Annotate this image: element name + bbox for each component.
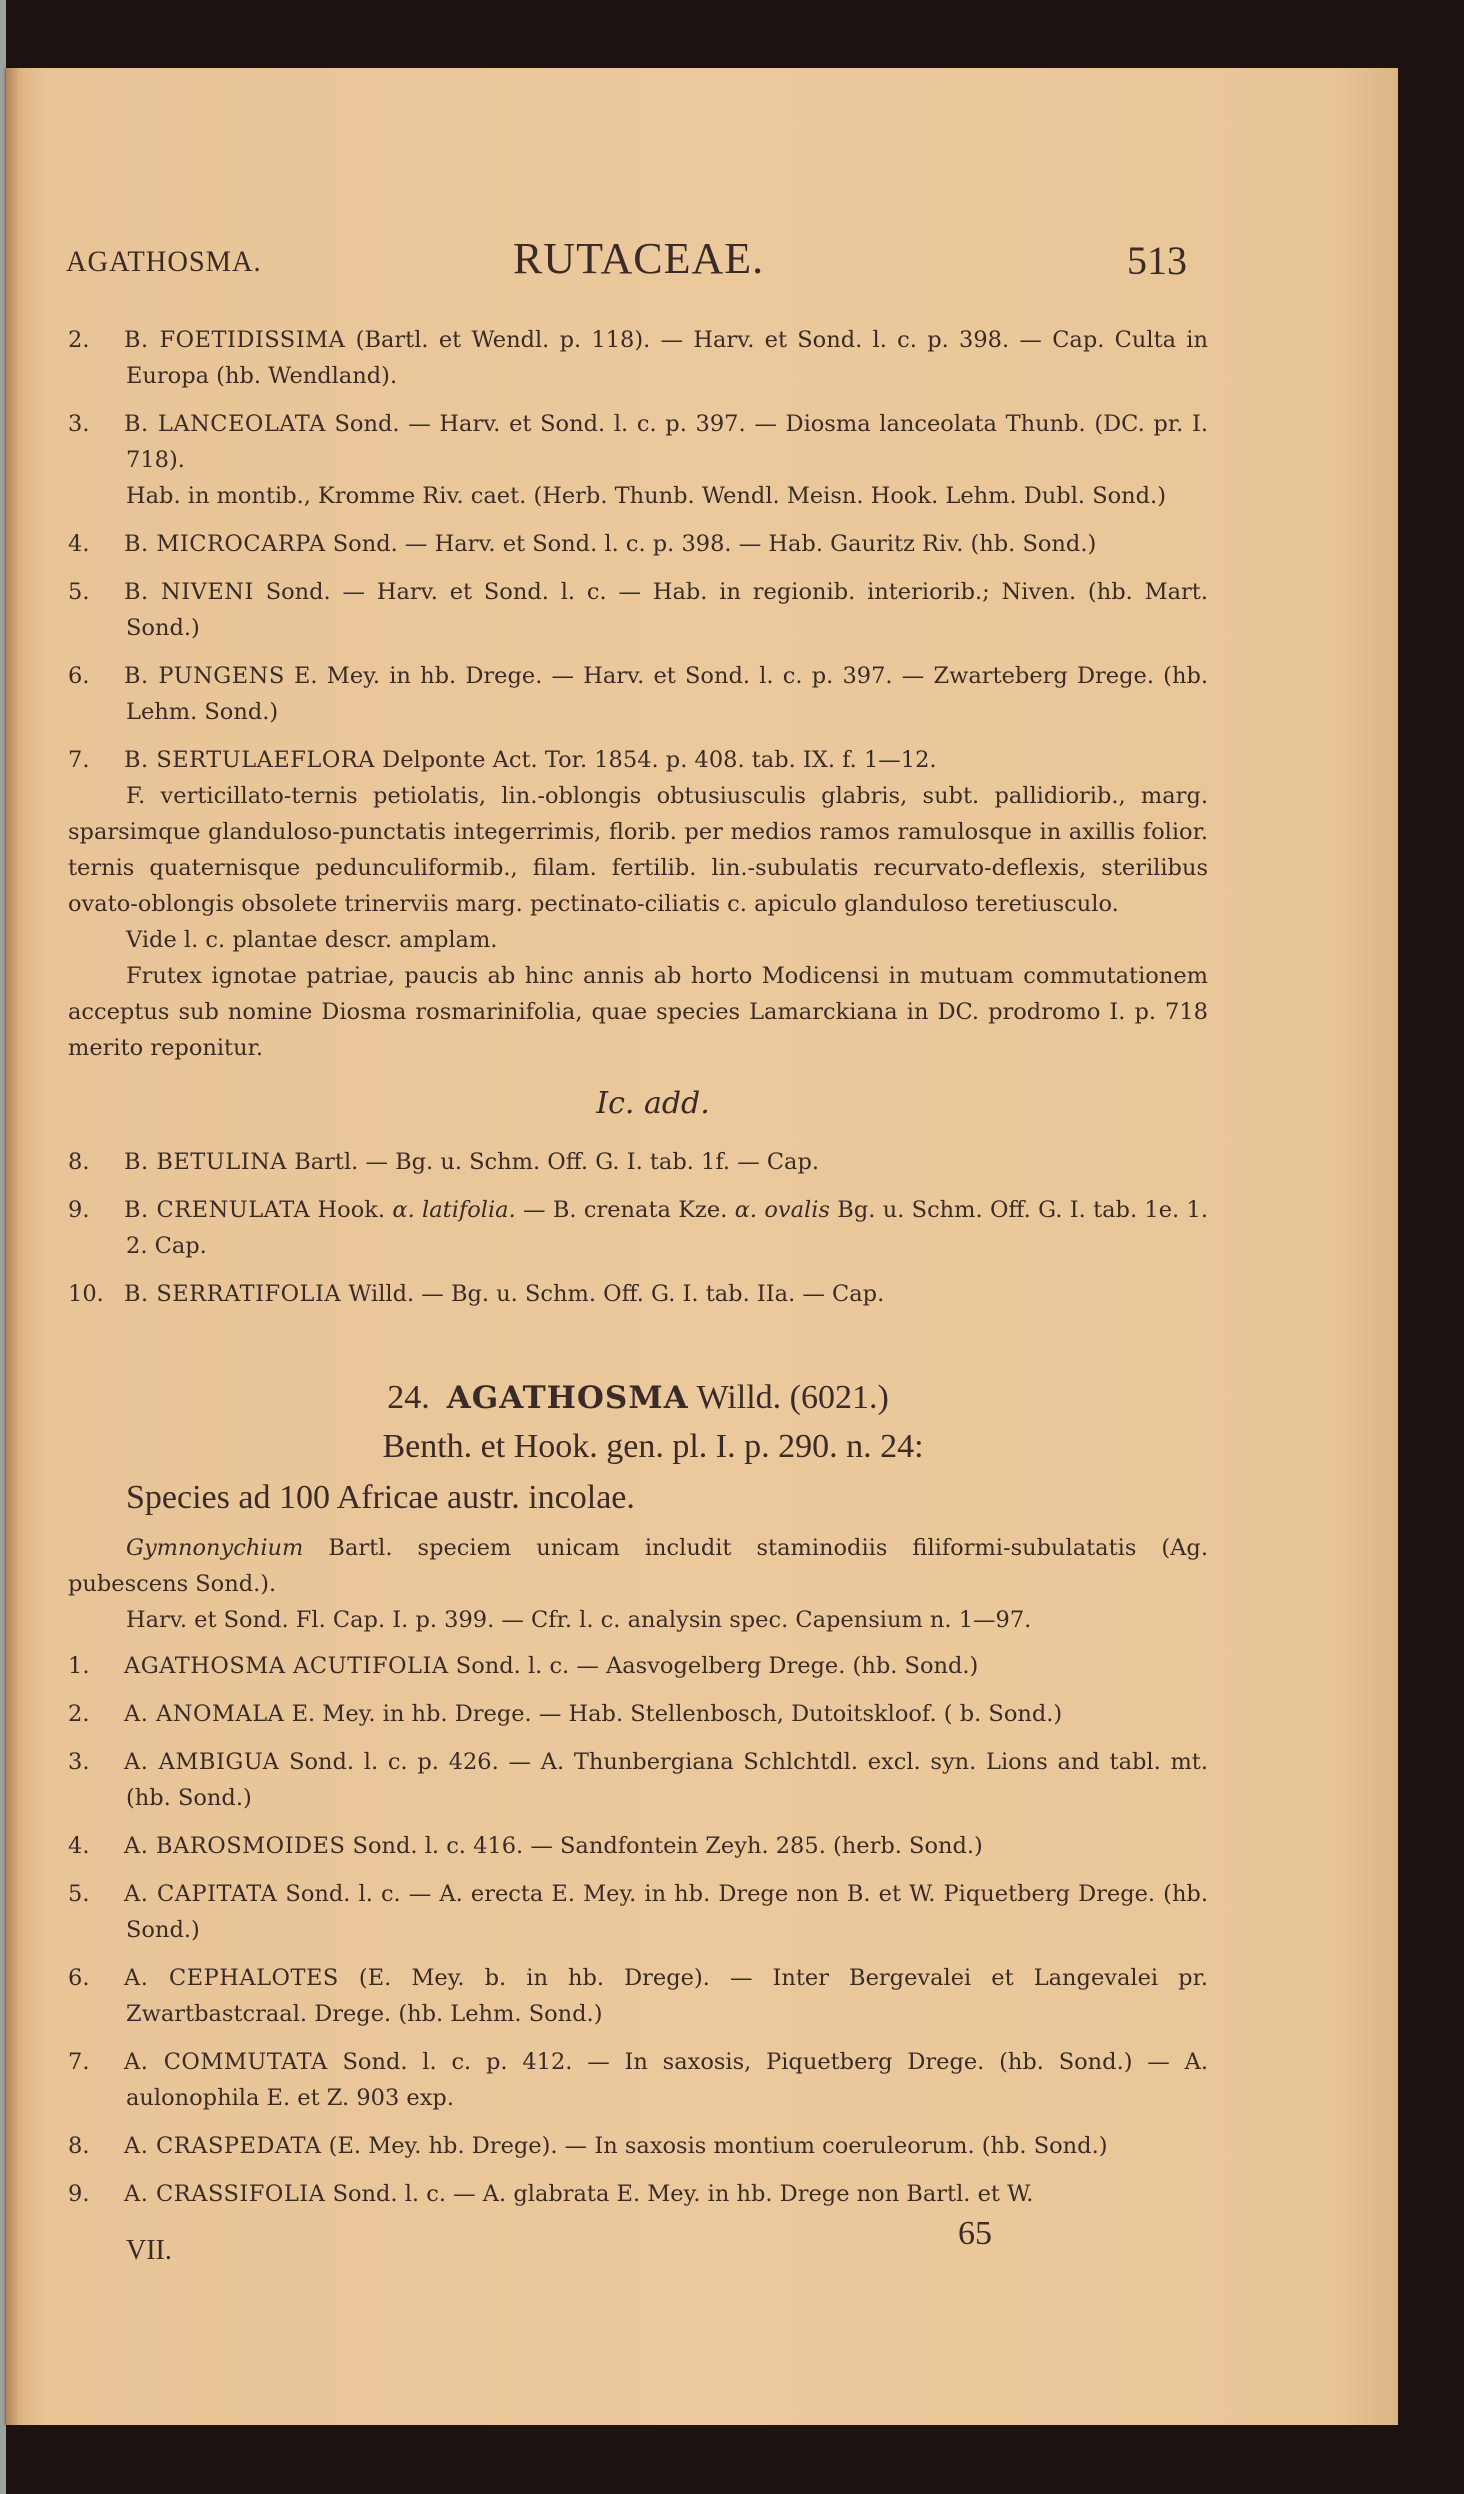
species-entry	[68, 2044, 1208, 2116]
species-entry	[68, 1192, 1208, 1264]
species-entry	[68, 2128, 1208, 2164]
description-paragraph: F. verticillato-ternis petiolatis, lin.-oblongis obtusiusculis glabris, subt. pallidiorib., marg. sparsimque glanduloso-punctatis integerrimis, florib. per medios ramos ramulosque in axillis folior. ternis quaternisque pedunculiformib., filam. fertilib. lin.-subulatis recurvato-deflexis, sterilibus ovato-oblongis obsolete trinerviis marg. pectinato-ciliatis c. apiculo glanduloso teretiusculo.	[68, 783, 1208, 917]
species-name: B. LANCEOLATA	[124, 411, 326, 437]
entry-text: — B. crenata Kze.	[515, 1197, 735, 1223]
entry-text: Bg. u. Schm. Off. G. I. tab. 1e. 1. 2. Cap.	[126, 1197, 1208, 1259]
species-entry	[68, 406, 1208, 478]
entry-number: 4.	[68, 531, 90, 557]
synonym-text: Bartl. speciem unicam includit staminodiis filiformi-subulatatis (Ag. pubescens Sond.).	[68, 1535, 1208, 1597]
entry-number: 5.	[68, 1881, 90, 1907]
genus-name: AGATHOSMA	[446, 1380, 689, 1416]
species-entry	[68, 1696, 1208, 1732]
genus-number: 24.	[387, 1379, 430, 1416]
entry-number: 2.	[68, 1701, 90, 1727]
entry-number: 9.	[68, 1197, 90, 1223]
entry-text: Sond. l. c. — A. glabrata E. Mey. in hb. Drege non Bartl. et W.	[325, 2181, 1034, 2207]
entry-number: 7.	[68, 2049, 90, 2075]
entry-text: Delponte Act. Tor. 1854. p. 408. tab. IX. f. 1—12.	[375, 747, 937, 773]
entry-number: 3.	[68, 411, 90, 437]
entry-text: Sond. l. c. — Aasvogelberg Drege. (hb. Sond.)	[448, 1653, 979, 1679]
sheet-number: 65	[958, 2215, 992, 2252]
variety-name: α. latifolia.	[392, 1197, 516, 1223]
entry-text: (E. Mey. hb. Drege). — In saxosis montium coeruleorum. (hb. Sond.)	[321, 2133, 1108, 2159]
species-name: B. CRENULATA	[124, 1197, 311, 1223]
species-entry	[68, 1828, 1208, 1864]
species-entry	[68, 742, 1208, 778]
species-name: B. MICROCARPA	[124, 531, 326, 557]
genus-species-count: Species ad 100 Africae austr. incolae.	[126, 1479, 635, 1516]
species-name: B. FOETIDISSIMA	[124, 327, 346, 353]
species-name: A. ANOMALA	[124, 1701, 285, 1727]
entry-text: Bartl. — Bg. u. Schm. Off. G. I. tab. 1f. — Cap.	[287, 1149, 820, 1175]
synonym-paragraph	[68, 1530, 1208, 1602]
species-name: B. NIVENI	[124, 579, 254, 605]
entry-text: Sond. — Harv. et Sond. l. c. p. 397. — Diosma lanceolata Thunb. (DC. pr. I. 718).	[126, 411, 1208, 473]
entry-number: 4.	[68, 1833, 90, 1859]
species-name: A. CRASPEDATA	[124, 2133, 322, 2159]
entry-text: (Bartl. et Wendl. p. 118). — Harv. et Sond. l. c. p. 398. — Cap. Culta in Europa (hb. Wendland).	[126, 327, 1208, 389]
entry-text: Sond. l. c. — A. erecta E. Mey. in hb. Drege non B. et W. Piquetberg Drege. (hb. Sond.)	[126, 1881, 1208, 1943]
entry-number: 2.	[68, 327, 90, 353]
entry-number: 3.	[68, 1749, 90, 1775]
entry-number: 9.	[68, 2181, 90, 2207]
page-gutter	[6, 68, 18, 2425]
entry-number: 7.	[68, 747, 90, 773]
entry-text: Hook.	[310, 1197, 393, 1223]
variety-name: α. ovalis	[734, 1197, 830, 1223]
running-head-left: AGATHOSMA.	[66, 245, 262, 278]
entry-text: E. Mey. in hb. Drege. — Harv. et Sond. l. c. p. 397. — Zwarteberg Drege. (hb. Lehm. Sond.)	[126, 663, 1209, 725]
flora-reference: Harv. et Sond. Fl. Cap. I. p. 399. — Cfr. l. c. analysin spec. Capensium n. 1—97.	[126, 1607, 1032, 1633]
entry-number: 6.	[68, 663, 90, 689]
species-entry	[68, 1276, 1208, 1312]
reference-paragraph: Vide l. c. plantae descr. amplam.	[126, 927, 498, 953]
species-name: A. CEPHALOTES	[124, 1965, 339, 1991]
species-entry	[68, 2176, 1208, 2212]
entry-text: Sond. l. c. p. 412. — In saxosis, Piquetberg Drege. (hb. Sond.) — A. aulonophila E. et Z. 903 exp.	[126, 2049, 1208, 2111]
species-name: A. AMBIGUA	[124, 1749, 280, 1775]
signature-mark: VII.	[126, 2235, 172, 2266]
synonym-genus: Gymnonychium	[126, 1535, 304, 1561]
entry-text: (E. Mey. b. in hb. Drege). — Inter Bergevalei et Langevalei pr. Zwartbastcraal. Drege. (hb. Lehm. Sond.)	[126, 1965, 1209, 2027]
species-entry	[68, 1876, 1208, 1948]
species-name: B. BETULINA	[124, 1149, 288, 1175]
entry-text: Sond. — Harv. et Sond. l. c. p. 398. — Hab. Gauritz Riv. (hb. Sond.)	[325, 531, 1097, 557]
species-name: AGATHOSMA ACUTIFOLIA	[124, 1653, 449, 1679]
species-entry	[68, 1960, 1208, 2032]
species-entry	[68, 1648, 1208, 1684]
running-head-family: RUTACEAE.	[513, 234, 765, 283]
page-body	[68, 322, 1208, 2224]
species-name: A. COMMUTATA	[124, 2049, 328, 2075]
entry-number: 5.	[68, 579, 90, 605]
species-entry	[68, 1144, 1208, 1180]
entry-number: 8.	[68, 2133, 90, 2159]
species-name: A. CRASSIFOLIA	[124, 2181, 326, 2207]
species-entry	[68, 658, 1208, 730]
species-name: B. SERRATIFOLIA	[124, 1281, 342, 1307]
species-entry	[68, 574, 1208, 646]
page-number: 513	[1127, 238, 1187, 283]
species-name: B. PUNGENS	[124, 663, 285, 689]
habitat-paragraph: Hab. in montib., Kromme Riv. caet. (Herb. Thunb. Wendl. Meisn. Hook. Lehm. Dubl. Sond.)	[126, 483, 1166, 509]
entry-text: Sond. — Harv. et Sond. l. c. — Hab. in regionib. interiorib.; Niven. (hb. Mart. Sond.)	[126, 579, 1208, 641]
species-entry	[68, 322, 1208, 394]
genus-heading	[68, 1374, 1208, 1422]
entry-text: Willd. — Bg. u. Schm. Off. G. I. tab. IIa. — Cap.	[341, 1281, 885, 1307]
species-name: A. BAROSMOIDES	[124, 1833, 346, 1859]
entry-text: Sond. l. c. 416. — Sandfontein Zeyh. 285. (herb. Sond.)	[345, 1833, 983, 1859]
species-entry	[68, 526, 1208, 562]
genus-author: Willd. (6021.)	[696, 1379, 889, 1416]
species-name: A. CAPITATA	[124, 1881, 278, 1907]
entry-number: 10.	[68, 1281, 104, 1307]
entry-number: 1.	[68, 1653, 90, 1679]
species-entry	[68, 1744, 1208, 1816]
entry-number: 8.	[68, 1149, 90, 1175]
origin-paragraph: Frutex ignotae patriae, paucis ab hinc annis ab horto Modicensi in mutuam commutationem acceptus sub nomine Diosma rosmarinifolia, quae species Lamarckiana in DC. prodromo I. p. 718 merito reponitur.	[68, 963, 1208, 1061]
entry-text: Sond. l. c. p. 426. — A. Thunbergiana Schlchtdl. excl. syn. Lions and tabl. mt. (hb. Sond.)	[126, 1749, 1208, 1811]
entry-number: 6.	[68, 1965, 90, 1991]
section-heading-icones: Ic. add.	[596, 1086, 710, 1121]
genus-reference: Benth. et Hook. gen. pl. I. p. 290. n. 24:	[382, 1428, 924, 1465]
entry-text: E. Mey. in hb. Drege. — Hab. Stellenbosch, Dutoitskloof. ( b. Sond.)	[284, 1701, 1063, 1727]
species-name: B. SERTULAEFLORA	[124, 747, 375, 773]
